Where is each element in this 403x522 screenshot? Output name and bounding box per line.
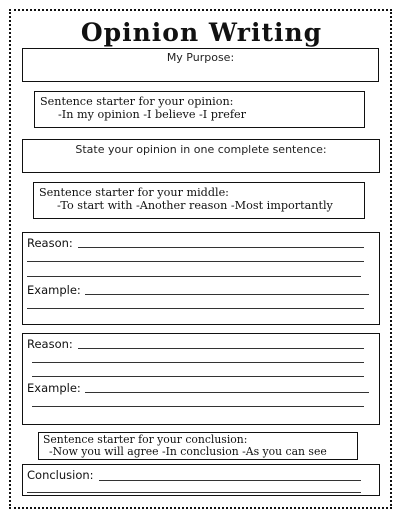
opinion-starter-options: -In my opinion -I believe -I prefer (58, 108, 247, 121)
middle-starter-box (33, 182, 365, 219)
conclusion-starter-heading: Sentence starter for your conclusion: (43, 433, 248, 446)
opinion-starter-heading: Sentence starter for your opinion: (40, 95, 234, 108)
writing-line[interactable] (27, 261, 364, 262)
opinion-starter-box (34, 91, 365, 128)
writing-line[interactable] (27, 276, 361, 277)
example-line-2[interactable] (85, 392, 369, 393)
page-title: Opinion Writing (80, 18, 323, 47)
middle-starter-text (39, 186, 333, 212)
reason-section-1[interactable] (22, 232, 380, 325)
purpose-box[interactable] (22, 48, 379, 82)
opinion-sentence-prompt: State your opinion in one complete sentence: (75, 143, 327, 156)
conclusion-starter-text (43, 434, 327, 458)
conclusion-line[interactable] (99, 480, 361, 481)
writing-line[interactable] (32, 406, 364, 407)
conclusion-starter-options: -Now you will agree -In conclusion -As you can see (49, 445, 327, 458)
example-label-1: Example: (27, 283, 81, 297)
conclusion-starter-box (38, 432, 358, 460)
conclusion-label: Conclusion: (27, 468, 94, 482)
writing-line[interactable] (32, 362, 364, 363)
reason-section-2[interactable] (22, 333, 380, 425)
opinion-sentence-box[interactable] (22, 139, 380, 173)
opinion-starter-text (40, 95, 246, 121)
writing-line[interactable] (27, 308, 364, 309)
middle-starter-heading: Sentence starter for your middle: (39, 186, 229, 199)
reason-label-2: Reason: (27, 337, 73, 351)
reason-label-1: Reason: (27, 236, 73, 250)
conclusion-box[interactable] (22, 464, 380, 496)
reason-line-1[interactable] (78, 247, 364, 248)
example-line-1[interactable] (85, 294, 369, 295)
purpose-label: My Purpose: (166, 51, 235, 64)
middle-starter-options: -To start with -Another reason -Most importantly (57, 199, 333, 212)
example-label-2: Example: (27, 381, 81, 395)
reason-line-2[interactable] (78, 348, 364, 349)
writing-line[interactable] (27, 492, 361, 493)
writing-line[interactable] (32, 376, 364, 377)
